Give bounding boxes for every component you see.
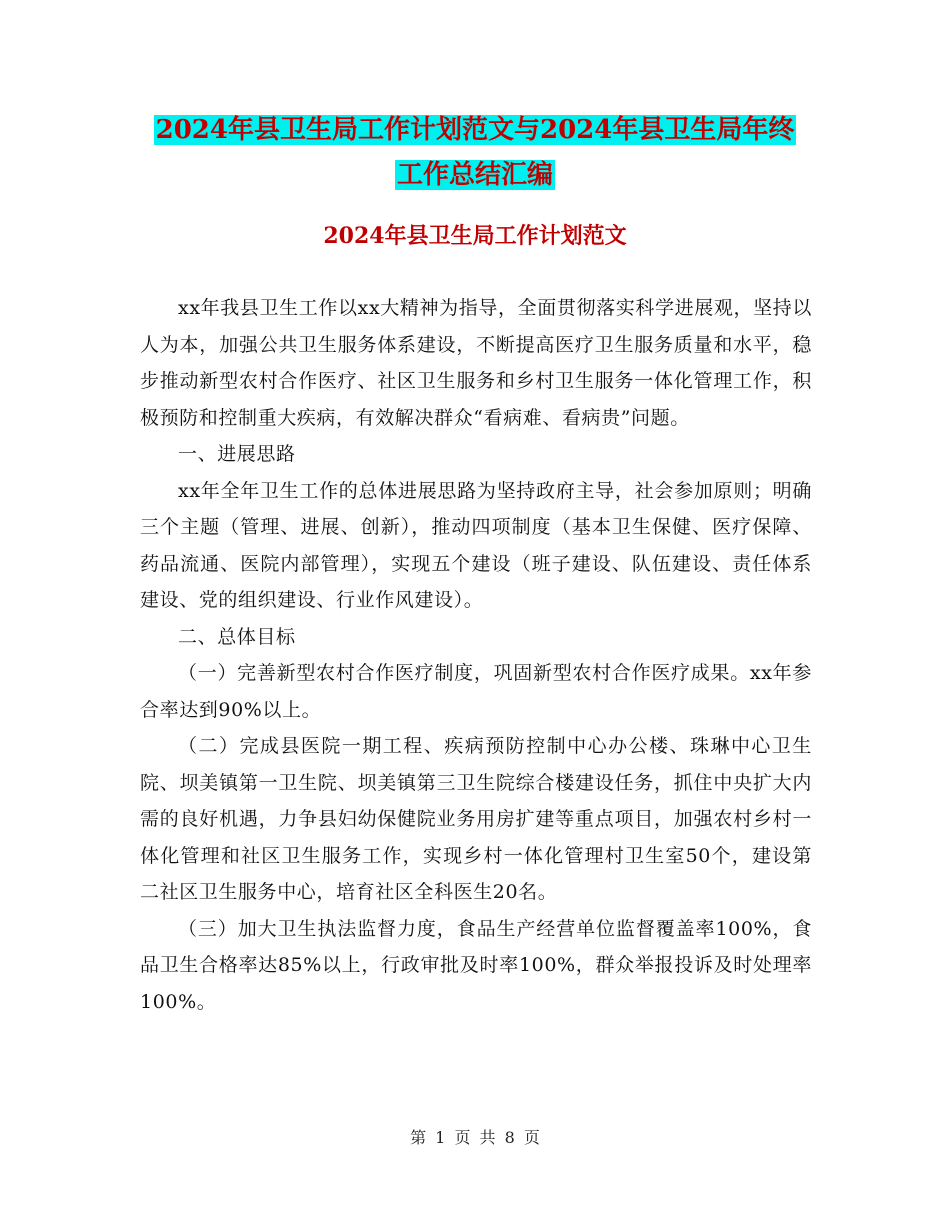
paragraph-goal-3: （三）加大卫生执法监督力度，食品生产经营单位监督覆盖率100%，食品卫生合格率达85%以上，行政审批及时率100%，群众举报投诉及时处理率100%。 [140,917,812,1013]
document-title-line-1 [0,110,950,150]
heading-overall-goals: 二、总体目标 [178,625,296,648]
paragraph-goal-1: （一）完善新型农村合作医疗制度，巩固新型农村合作医疗成果。xx年参合率达到90%以上。 [140,662,812,721]
heading-development-approach: 一、进展思路 [178,443,296,465]
document-title-text-1: 2024年县卫生局工作计划范文与2024年县卫生局年终 [155,115,795,145]
paragraph-development-approach: xx年全年卫生工作的总体进展思路为坚持政府主导，社会参加原则；明确三个主题（管理、进展、创新），推动四项制度（基本卫生保健、医疗保障、药品流通、医院内部管理），实现五个建设（班子建设、队伍建设、责任体系建设、党的组织建设、行业作风建设）。 [140,479,812,611]
document-body [140,290,812,1020]
document-title-text-2: 工作总结汇编 [396,160,553,190]
paragraph-goal-2: （二）完成县医院一期工程、疾病预防控制中心办公楼、珠琳中心卫生院、坝美镇第一卫生院、坝美镇第三卫生院综合楼建设任务，抓住中央扩大内需的良好机遇，力争县妇幼保健院业务用房扩建等重点项目，加强农村乡村一体化管理和社区卫生服务工作，实现乡村一体化管理村卫生室50个，建设第二社区卫生服务中心，培育社区全科医生20名。 [140,735,812,903]
section-title: 2024年县卫生局工作计划范文 [323,223,627,249]
paragraph-intro: xx年我县卫生工作以xx大精神为指导，全面贯彻落实科学进展观，坚持以人为本，加强公共卫生服务体系建设，不断提高医疗卫生服务质量和水平，稳步推动新型农村合作医疗、社区卫生服务和乡村卫生服务一体化管理工作，积极预防和控制重大疾病，有效解决群众“看病难、看病贵”问题。 [140,297,812,429]
document-title-line-2 [0,155,950,195]
page-footer: 第 1 页 共 8 页 [410,1128,540,1147]
